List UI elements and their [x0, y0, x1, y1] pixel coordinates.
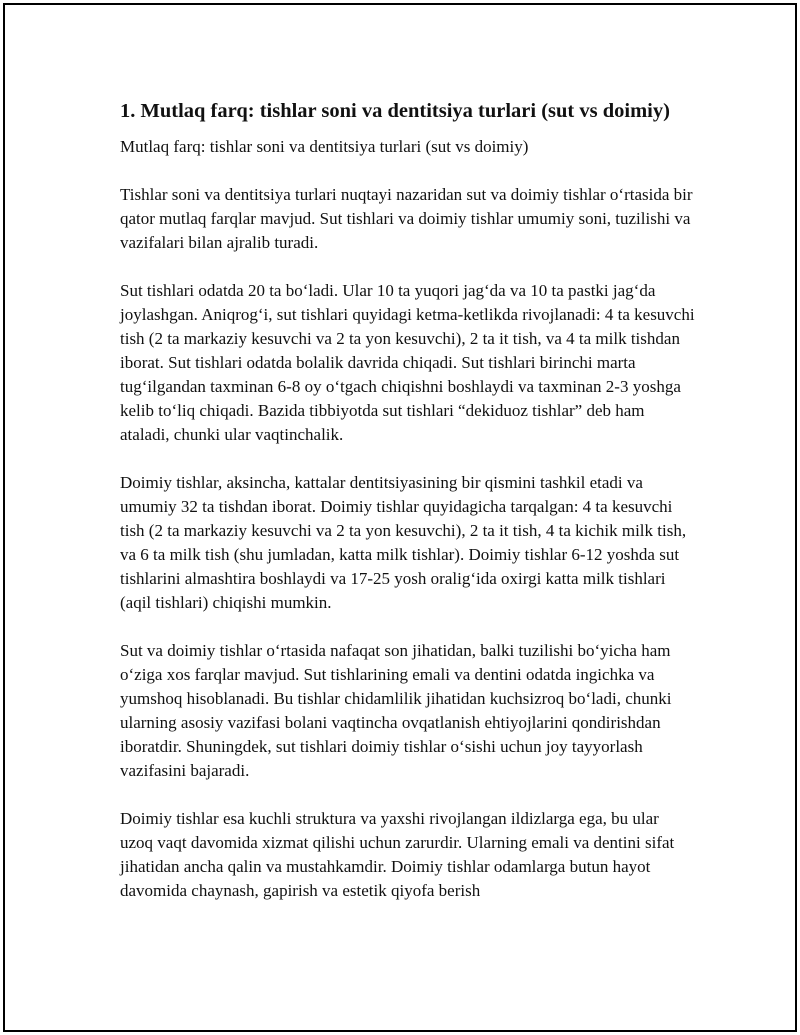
paragraph-3: Doimiy tishlar, aksincha, kattalar dentitsiyasining bir qismini tashkil etadi va umumiy 32 ta tishdan iborat. Doimiy tishlar quyidagicha tarqalgan: 4 ta kesuvchi tish (2 ta markaziy kesuvchi va 2 ta yon kesuvchi), 2 ta it tish, 4 ta kichik milk tish, va 6 ta milk tish (shu jumladan, katta milk tishlar). Doimiy tishlar 6-12 yoshda sut tishlarini almashtira boshlaydi va 17-25 yosh oralig‘ida oxirgi katta milk tishlari (aqil tishlari) chiqishi mumkin. — [120, 473, 687, 612]
paragraph-2: Sut tishlari odatda 20 ta bo‘ladi. Ular 10 ta yuqori jag‘da va 10 ta pastki jag‘da joylashgan. Aniqrog‘i, sut tishlari quyidagi ketma-ketlikda rivojlanadi: 4 ta kesuvchi tish (2 ta markaziy kesuvchi va 2 ta yon kesuvchi), 2 ta it tish, va 4 ta milk tishdan iborat. Sut tishlari odatda bolalik davrida chiqadi. Sut tishlari birinchi marta tug‘ilgandan taxminan 6-8 oy o‘tgach chiqishni boshlaydi va taxminan 2-3 yoshga kelib to‘liq chiqadi. Bazida tibbiyotda sut tishlari “dekiduoz tishlar” deb ham ataladi, chunki ular vaqtinchalik. — [120, 281, 695, 444]
document-page — [3, 3, 797, 1032]
section-heading: 1. Mutlaq farq: tishlar soni va dentitsiya turlari (sut vs doimiy) — [120, 100, 670, 122]
document-body — [120, 97, 695, 927]
paragraph-4: Sut va doimiy tishlar o‘rtasida nafaqat son jihatidan, balki tuzilishi bo‘yicha ham o‘ziga xos farqlar mavjud. Sut tishlarining emali va dentini odatda ingichka va yumshoq hisoblanadi. Bu tishlar chidamlilik jihatidan kuchsizroq bo‘ladi, chunki ularning asosiy vazifasi bolani vaqtincha ovqatlanish ehtiyojlarini qondirishdan iboratdir. Shuningdek, sut tishlari doimiy tishlar o‘sishi uchun joy tayyorlash vazifasini bajaradi. — [120, 641, 672, 780]
section-subtitle: Mutlaq farq: tishlar soni va dentitsiya turlari (sut vs doimiy) — [120, 137, 529, 156]
paragraph-1: Tishlar soni va dentitsiya turlari nuqtayi nazaridan sut va doimiy tishlar o‘rtasida bir qator mutlaq farqlar mavjud. Sut tishlari va doimiy tishlar umumiy soni, tuzilishi va vazifalari bilan ajralib turadi. — [120, 185, 693, 252]
paragraph-5: Doimiy tishlar esa kuchli struktura va yaxshi rivojlangan ildizlarga ega, bu ular uzoq vaqt davomida xizmat qilishi uchun zarurdir. Ularning emali va dentini sifat jihatidan ancha qalin va mustahkamdir. Doimiy tishlar odamlarga butun hayot davomida chaynash, gapirish va estetik qiyofa berish — [120, 809, 675, 900]
